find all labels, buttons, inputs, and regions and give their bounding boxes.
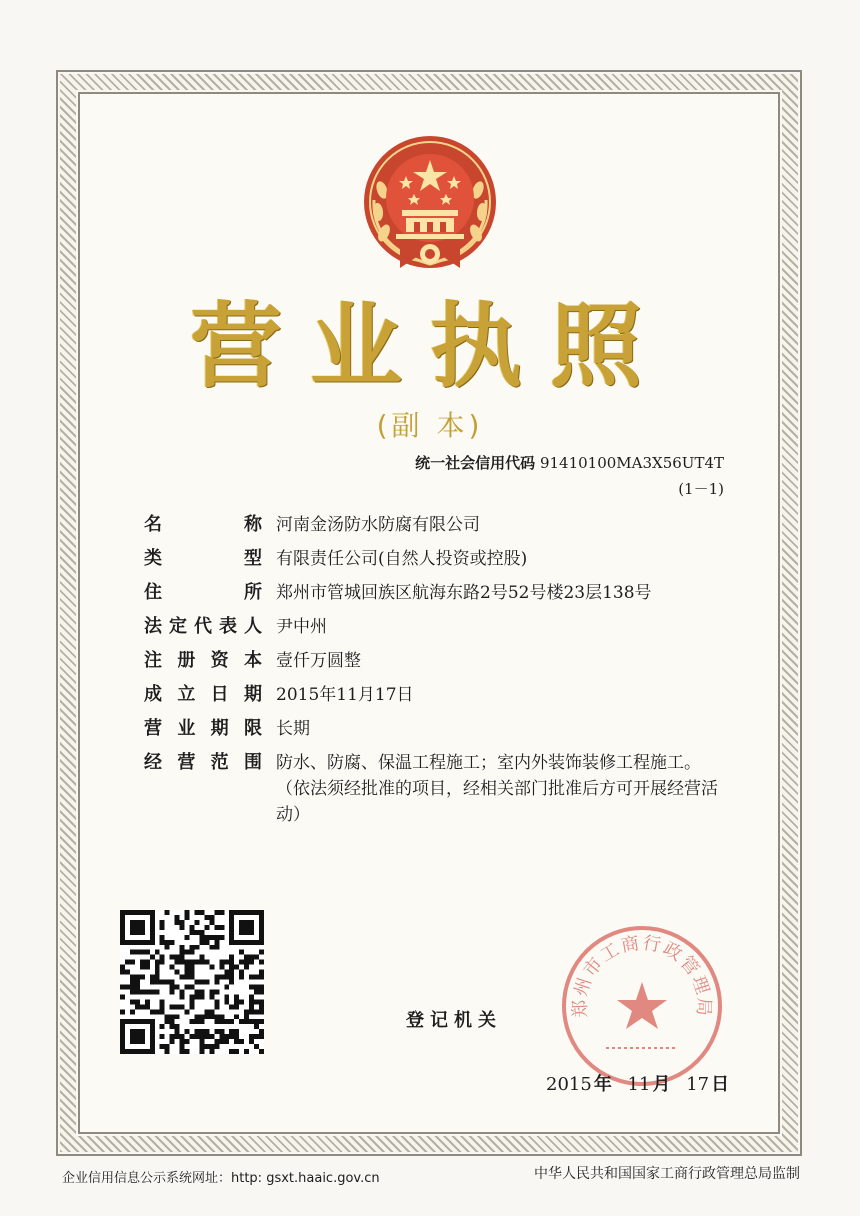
license-fields bbox=[144, 508, 734, 828]
field-row-name bbox=[144, 508, 734, 542]
field-label: 法 定 代 表 人 bbox=[144, 616, 262, 637]
field-row-address bbox=[144, 576, 734, 610]
reg-month: 11 bbox=[627, 1074, 651, 1095]
seal-text: 郑州市工商行政管理局 bbox=[569, 932, 715, 1019]
field-label: 名 称 bbox=[144, 514, 262, 535]
field-value: 长期 bbox=[276, 719, 310, 739]
scope-value bbox=[276, 746, 734, 828]
field-row-legal-rep bbox=[144, 610, 734, 644]
field-label: 经 营 范 围 bbox=[144, 752, 262, 773]
registration-authority-label: 登记机关 bbox=[406, 1010, 502, 1031]
credit-code-label: 统一社会信用代码 bbox=[415, 454, 536, 472]
reg-month-unit: 月 bbox=[652, 1074, 671, 1095]
field-value: 2015年11月17日 bbox=[276, 685, 414, 705]
reg-year-unit: 年 bbox=[593, 1074, 612, 1095]
reg-day: 17 bbox=[686, 1074, 710, 1095]
field-value: 河南金汤防水防腐有限公司 bbox=[276, 515, 480, 535]
footer-supervisor: 中华人民共和国国家工商行政管理总局监制 bbox=[534, 1166, 800, 1182]
field-row-term bbox=[144, 712, 734, 746]
document-title: 营业执照 bbox=[189, 293, 670, 400]
footer-website: 企业信用信息公示系统网址：http: gsxt.haaic.gov.cn bbox=[62, 1171, 380, 1186]
field-row-capital bbox=[144, 644, 734, 678]
field-value: 尹中州 bbox=[276, 617, 327, 637]
field-row-type bbox=[144, 542, 734, 576]
field-label: 住 所 bbox=[144, 582, 262, 603]
scope-line: 防水、防腐、保温工程施工；室内外装饰装修工程施工。 bbox=[276, 753, 701, 773]
credit-code bbox=[415, 452, 724, 476]
reg-day-unit: 日 bbox=[711, 1074, 730, 1095]
national-emblem-icon bbox=[360, 130, 500, 280]
official-seal-icon bbox=[560, 924, 724, 1088]
qr-code-icon bbox=[120, 910, 264, 1054]
field-value: 有限责任公司(自然人投资或控股) bbox=[276, 549, 528, 569]
registration-date bbox=[546, 1070, 739, 1096]
copy-number: (1－1) bbox=[678, 480, 724, 498]
field-row-established bbox=[144, 678, 734, 712]
field-row-scope bbox=[144, 746, 734, 828]
scope-note: （依法须经批准的项目，经相关部门批准后方可开展经营活动） bbox=[276, 779, 718, 825]
field-label: 营 业 期 限 bbox=[144, 718, 262, 739]
credit-code-value: 91410100MA3X56UT4T bbox=[539, 454, 724, 472]
document-subtitle: (副 本) bbox=[376, 409, 484, 442]
field-value: 郑州市管城回族区航海东路2号52号楼23层138号 bbox=[276, 583, 652, 603]
field-label: 成 立 日 期 bbox=[144, 684, 262, 705]
field-label: 注 册 资 本 bbox=[144, 650, 262, 671]
field-value: 壹仟万圆整 bbox=[276, 651, 361, 671]
reg-year: 2015 bbox=[546, 1074, 592, 1095]
field-label: 类 型 bbox=[144, 548, 262, 569]
